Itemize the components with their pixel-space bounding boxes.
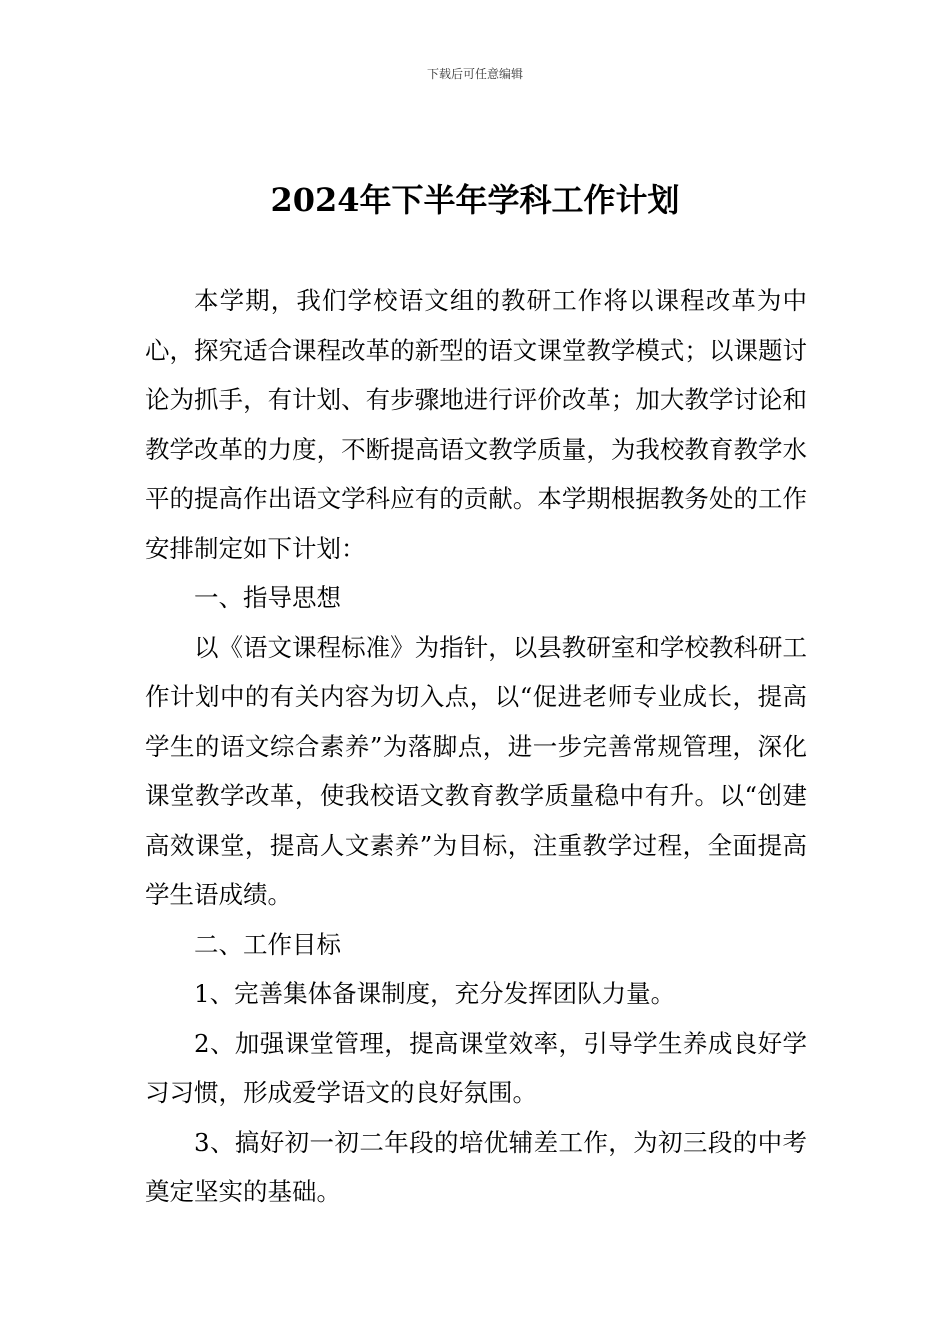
document-body <box>145 276 807 1217</box>
goal-item-1: 1、完善集体备课制度，充分发挥团队力量。 <box>194 979 676 1008</box>
section-heading-guiding-ideology: 一、指导思想 <box>194 583 341 612</box>
goal-item-2: 2、加强课堂管理，提高课堂效率，引导学生养成良好学习习惯，形成爱学语文的良好氛围。 <box>145 1028 807 1107</box>
header-note: 下载后可任意编辑 <box>426 67 523 81</box>
intro-paragraph: 本学期，我们学校语文组的教研工作将以课程改革为中心，探究适合课程改革的新型的语文课堂教学模式；以课题讨论为抓手，有计划、有步骤地进行评价改革；加大教学讨论和教学改革的力度，不断提高语文教学质量，为我校教育教学水平的提高作出语文学科应有的贡献。本学期根据教务处的工作安排制定如下计划： <box>145 286 807 563</box>
document-title: 2024年下半年学科工作计划 <box>270 181 680 219</box>
section-heading-work-goals: 二、工作目标 <box>194 929 341 959</box>
guiding-ideology-paragraph: 以《语文课程标准》为指针，以县教研室和学校教科研工作计划中的有关内容为切入点，以“促进老师专业成长，提高学生的语文综合素养”为落脚点，进一步完善常规管理，深化课堂教学改革，使我校语文教育教学质量稳中有升。以“创建高效课堂，提高人文素养”为目标，注重教学过程，全面提高学生语成绩。 <box>145 632 807 909</box>
goal-item-3: 3、搞好初一初二年段的培优辅差工作，为初三段的中考奠定坚实的基础。 <box>145 1127 807 1206</box>
